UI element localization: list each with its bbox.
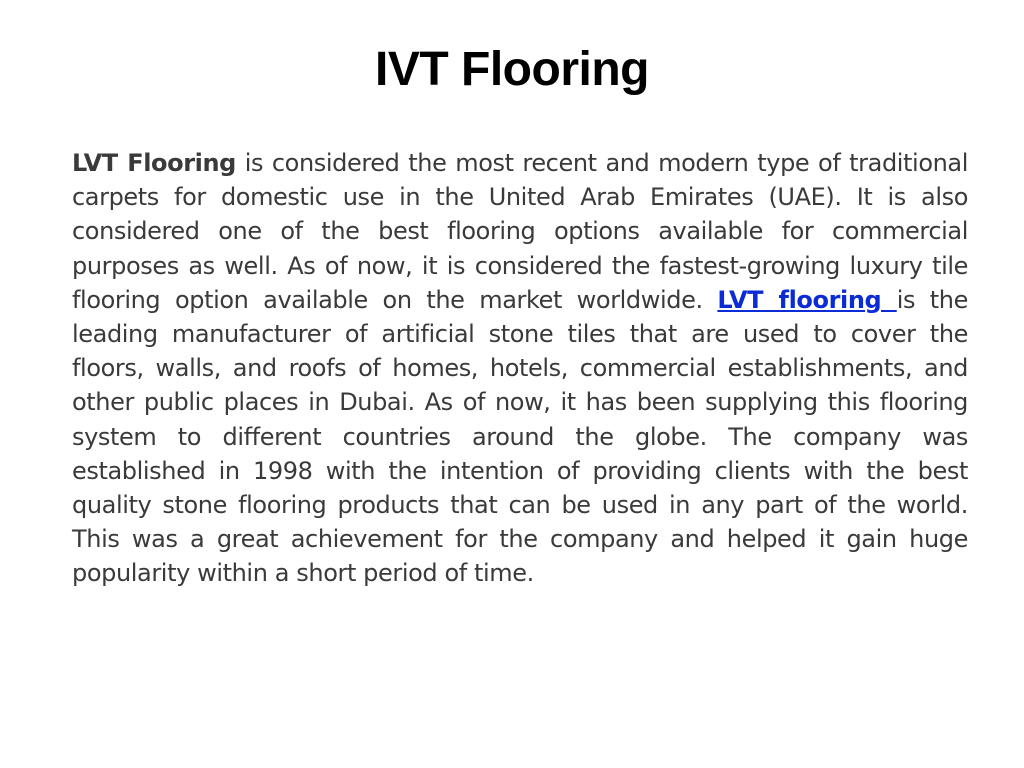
body-paragraph xyxy=(72,146,968,591)
paragraph-text-after-link: is the leading manufacturer of artificial stone tiles that are used to cover the floors, walls, and roofs of homes, hotels, commercial establishments, and other public places in Dubai. As of now, it has been supplying this flooring system to different countries around the globe. The company was established in 1998 with the intention of providing clients with the best quality stone flooring products that can be used in any part of the world. This was a great achievement for the company and helped it gain huge popularity within a short period of time. xyxy=(72,285,968,588)
lead-bold-text: LVT Flooring xyxy=(72,149,236,177)
slide-title: IVT Flooring xyxy=(375,43,649,96)
paragraph-text-before-link: is considered the most recent and modern type of traditional carpets for domestic use in the United Arab Emirates (UAE). It is also considered one of the best flooring options available for commercial purposes as well. As of now, it is considered the fastest-growing luxury tile flooring option available on the market worldwide. xyxy=(72,149,968,314)
lvt-flooring-link[interactable]: LVT flooring xyxy=(717,285,897,314)
